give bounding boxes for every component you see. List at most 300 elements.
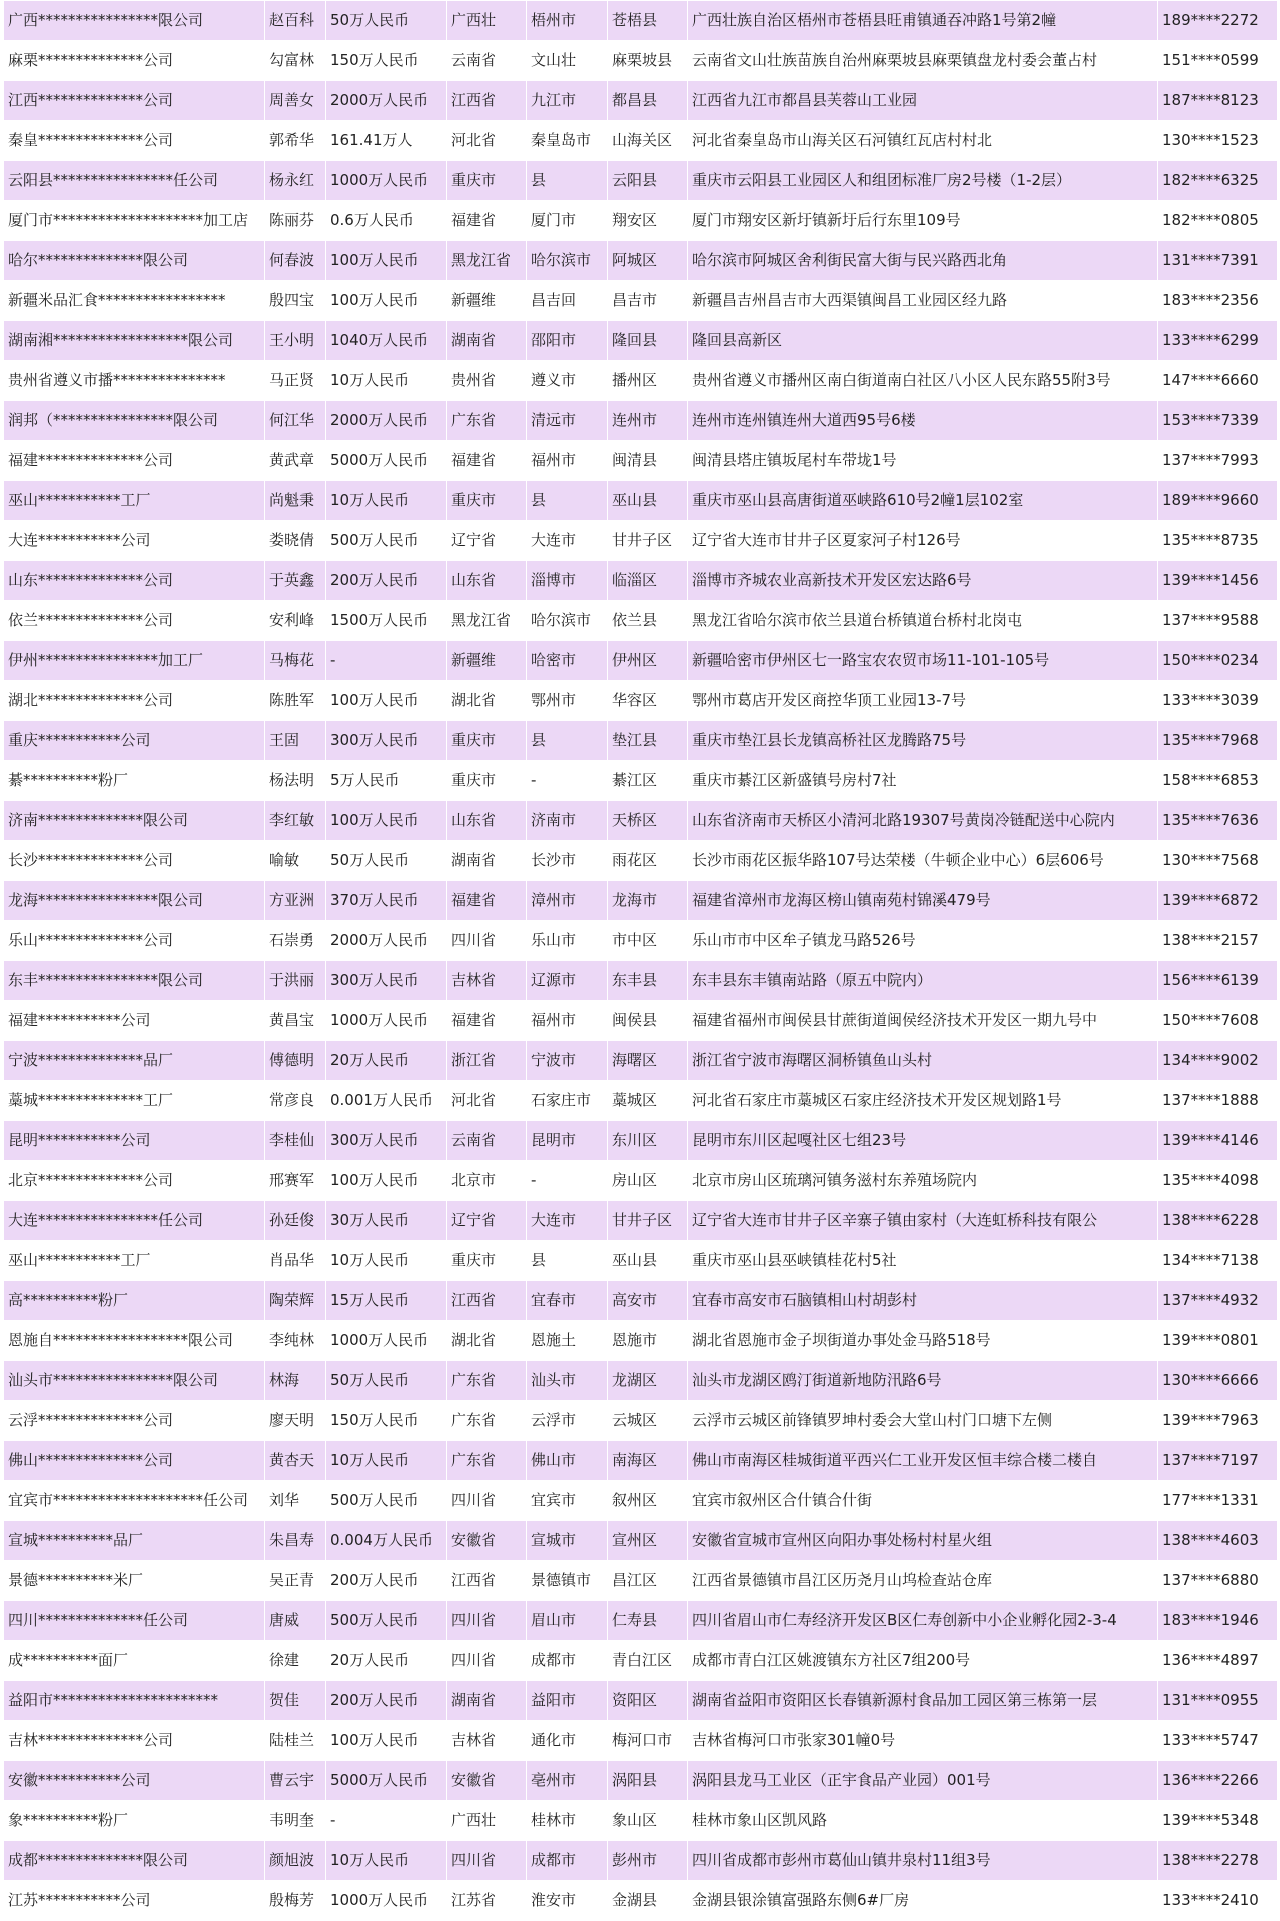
province-cell: 四川省 (447, 1481, 527, 1521)
capital-cell: 10万人民币 (326, 1241, 447, 1281)
province-cell: 安徽省 (447, 1521, 527, 1561)
legal-rep-cell: 于英鑫 (265, 561, 326, 601)
province-cell: 安徽省 (447, 1761, 527, 1801)
capital-cell: 10万人民币 (326, 1841, 447, 1881)
address-cell: 闽清县塔庄镇坂尾村车带垅1号 (688, 441, 1158, 481)
address-cell: 重庆市綦江区新盛镇号房村7社 (688, 761, 1158, 801)
address-cell: 哈尔滨市阿城区舍利街民富大街与民兴路西北角 (688, 241, 1158, 281)
table-row (4, 201, 1278, 241)
district-cell: 苍梧县 (608, 1, 688, 41)
company-name-cell: 新疆米品汇食***************** (4, 281, 265, 321)
table-row (4, 1161, 1278, 1201)
city-cell: 景德镇市 (527, 1561, 608, 1601)
province-cell: 福建省 (447, 441, 527, 481)
legal-rep-cell: 杨永红 (265, 161, 326, 201)
legal-rep-cell: 方亚洲 (265, 881, 326, 921)
city-cell: 清远市 (527, 401, 608, 441)
company-name-cell: 象**********粉厂 (4, 1801, 265, 1841)
address-cell: 贵州省遵义市播州区南白街道南白社区八小区人民东路55附3号 (688, 361, 1158, 401)
table-row (4, 1281, 1278, 1321)
address-cell: 隆回县高新区 (688, 321, 1158, 361)
city-cell: 济南市 (527, 801, 608, 841)
legal-rep-cell: 王固 (265, 721, 326, 761)
phone-cell: 137****7197 (1158, 1441, 1278, 1481)
district-cell: 麻栗坡县 (608, 41, 688, 81)
capital-cell: 161.41万人 (326, 121, 447, 161)
table-row (4, 1001, 1278, 1041)
legal-rep-cell: 周善女 (265, 81, 326, 121)
phone-cell: 130****7568 (1158, 841, 1278, 881)
legal-rep-cell: 徐建 (265, 1641, 326, 1681)
company-name-cell: 吉林**************公司 (4, 1721, 265, 1761)
company-name-cell: 湖南湘******************限公司 (4, 321, 265, 361)
company-name-cell: 福建**************公司 (4, 441, 265, 481)
table-row (4, 1201, 1278, 1241)
phone-cell: 136****2266 (1158, 1761, 1278, 1801)
legal-rep-cell: 贺佳 (265, 1681, 326, 1721)
company-name-cell: 伊州****************加工厂 (4, 641, 265, 681)
capital-cell: 10万人民币 (326, 361, 447, 401)
address-cell: 乐山市市中区牟子镇龙马路526号 (688, 921, 1158, 961)
district-cell: 山海关区 (608, 121, 688, 161)
legal-rep-cell: 李桂仙 (265, 1121, 326, 1161)
legal-rep-cell: 郭希华 (265, 121, 326, 161)
district-cell: 綦江区 (608, 761, 688, 801)
capital-cell: 150万人民币 (326, 1401, 447, 1441)
city-cell: 鄂州市 (527, 681, 608, 721)
district-cell: 播州区 (608, 361, 688, 401)
city-cell: 成都市 (527, 1641, 608, 1681)
legal-rep-cell: 黄杏天 (265, 1441, 326, 1481)
company-name-cell: 湖北**************公司 (4, 681, 265, 721)
district-cell: 甘井子区 (608, 521, 688, 561)
capital-cell: 0.6万人民币 (326, 201, 447, 241)
address-cell: 重庆市巫山县巫峡镇桂花村5社 (688, 1241, 1158, 1281)
capital-cell: 50万人民币 (326, 1, 447, 41)
capital-cell: 5万人民币 (326, 761, 447, 801)
address-cell: 辽宁省大连市甘井子区夏家河子村126号 (688, 521, 1158, 561)
legal-rep-cell: 曹云宇 (265, 1761, 326, 1801)
province-cell: 湖北省 (447, 1321, 527, 1361)
province-cell: 新疆维 (447, 281, 527, 321)
phone-cell: 139****4146 (1158, 1121, 1278, 1161)
district-cell: 巫山县 (608, 1241, 688, 1281)
province-cell: 山东省 (447, 561, 527, 601)
capital-cell: 1000万人民币 (326, 1321, 447, 1361)
company-name-cell: 广西****************限公司 (4, 1, 265, 41)
legal-rep-cell: 陈丽芬 (265, 201, 326, 241)
company-name-cell: 宜宾市********************任公司 (4, 1481, 265, 1521)
phone-cell: 130****6666 (1158, 1361, 1278, 1401)
legal-rep-cell: 陆桂兰 (265, 1721, 326, 1761)
phone-cell: 133****3039 (1158, 681, 1278, 721)
company-name-cell: 巫山***********工厂 (4, 1241, 265, 1281)
legal-rep-cell: 赵百科 (265, 1, 326, 41)
city-cell: 恩施土 (527, 1321, 608, 1361)
table-row (4, 521, 1278, 561)
phone-cell: 182****0805 (1158, 201, 1278, 241)
district-cell: 天桥区 (608, 801, 688, 841)
address-cell: 河北省秦皇岛市山海关区石河镇红瓦店村村北 (688, 121, 1158, 161)
company-name-cell: 汕头市****************限公司 (4, 1361, 265, 1401)
table-row (4, 681, 1278, 721)
address-cell: 昆明市东川区起嘎社区七组23号 (688, 1121, 1158, 1161)
company-name-cell: 成都**************限公司 (4, 1841, 265, 1881)
province-cell: 吉林省 (447, 1721, 527, 1761)
district-cell: 云城区 (608, 1401, 688, 1441)
phone-cell: 136****4897 (1158, 1641, 1278, 1681)
legal-rep-cell: 刘华 (265, 1481, 326, 1521)
city-cell: 昌吉回 (527, 281, 608, 321)
table-row (4, 1561, 1278, 1601)
legal-rep-cell: 林海 (265, 1361, 326, 1401)
city-cell: 宜春市 (527, 1281, 608, 1321)
address-cell: 辽宁省大连市甘井子区辛寨子镇由家村（大连虹桥科技有限公 (688, 1201, 1158, 1241)
district-cell: 市中区 (608, 921, 688, 961)
province-cell: 北京市 (447, 1161, 527, 1201)
company-name-cell: 麻栗**************公司 (4, 41, 265, 81)
legal-rep-cell: 殷四宝 (265, 281, 326, 321)
province-cell: 河北省 (447, 121, 527, 161)
province-cell: 湖南省 (447, 1681, 527, 1721)
table-row (4, 561, 1278, 601)
address-cell: 重庆市云阳县工业园区人和组团标准厂房2号楼（1-2层） (688, 161, 1158, 201)
address-cell: 吉林省梅河口市张家301幢0号 (688, 1721, 1158, 1761)
phone-cell: 187****8123 (1158, 81, 1278, 121)
table-row (4, 761, 1278, 801)
city-cell: 九江市 (527, 81, 608, 121)
phone-cell: 135****7636 (1158, 801, 1278, 841)
province-cell: 广东省 (447, 401, 527, 441)
legal-rep-cell: 傅德明 (265, 1041, 326, 1081)
province-cell: 湖南省 (447, 321, 527, 361)
capital-cell: 1000万人民币 (326, 161, 447, 201)
company-name-cell: 江苏***********公司 (4, 1881, 265, 1921)
phone-cell: 189****9660 (1158, 481, 1278, 521)
district-cell: 青白江区 (608, 1641, 688, 1681)
district-cell: 梅河口市 (608, 1721, 688, 1761)
table-row (4, 1321, 1278, 1361)
table-row (4, 321, 1278, 361)
legal-rep-cell: 颜旭波 (265, 1841, 326, 1881)
province-cell: 福建省 (447, 201, 527, 241)
address-cell: 浙江省宁波市海曙区洞桥镇鱼山头村 (688, 1041, 1158, 1081)
legal-rep-cell: 安利峰 (265, 601, 326, 641)
city-cell: 厦门市 (527, 201, 608, 241)
capital-cell: 100万人民币 (326, 1161, 447, 1201)
phone-cell: 137****6880 (1158, 1561, 1278, 1601)
table-row (4, 801, 1278, 841)
phone-cell: 137****4932 (1158, 1281, 1278, 1321)
legal-rep-cell: 肖品华 (265, 1241, 326, 1281)
city-cell: 眉山市 (527, 1601, 608, 1641)
city-cell: 淮安市 (527, 1881, 608, 1921)
district-cell: 闽侯县 (608, 1001, 688, 1041)
address-cell: 江西省景德镇市昌江区历尧月山坞检查站仓库 (688, 1561, 1158, 1601)
city-cell: 长沙市 (527, 841, 608, 881)
phone-cell: 139****7963 (1158, 1401, 1278, 1441)
capital-cell: 1000万人民币 (326, 1001, 447, 1041)
capital-cell: 30万人民币 (326, 1201, 447, 1241)
legal-rep-cell: 李纯林 (265, 1321, 326, 1361)
city-cell: 成都市 (527, 1841, 608, 1881)
phone-cell: 189****2272 (1158, 1, 1278, 41)
district-cell: 叙州区 (608, 1481, 688, 1521)
table-row (4, 281, 1278, 321)
province-cell: 广西壮 (447, 1, 527, 41)
phone-cell: 135****4098 (1158, 1161, 1278, 1201)
company-table (3, 0, 1278, 1921)
city-cell: 宣城市 (527, 1521, 608, 1561)
company-name-cell: 藁城**************工厂 (4, 1081, 265, 1121)
legal-rep-cell: 尚魁秉 (265, 481, 326, 521)
district-cell: 闽清县 (608, 441, 688, 481)
district-cell: 资阳区 (608, 1681, 688, 1721)
district-cell: 云阳县 (608, 161, 688, 201)
province-cell: 重庆市 (447, 721, 527, 761)
province-cell: 福建省 (447, 1001, 527, 1041)
table-row (4, 1481, 1278, 1521)
phone-cell: 182****6325 (1158, 161, 1278, 201)
table-row (4, 1081, 1278, 1121)
address-cell: 四川省成都市彭州市葛仙山镇井泉村11组3号 (688, 1841, 1158, 1881)
address-cell: 重庆市巫山县高唐街道巫峡路610号2幢1层102室 (688, 481, 1158, 521)
company-name-cell: 巫山***********工厂 (4, 481, 265, 521)
district-cell: 高安市 (608, 1281, 688, 1321)
district-cell: 宣州区 (608, 1521, 688, 1561)
address-cell: 北京市房山区琉璃河镇务滋村东养殖场院内 (688, 1161, 1158, 1201)
capital-cell: 10万人民币 (326, 481, 447, 521)
phone-cell: 133****6299 (1158, 321, 1278, 361)
capital-cell: 15万人民币 (326, 1281, 447, 1321)
company-name-cell: 昆明***********公司 (4, 1121, 265, 1161)
legal-rep-cell: 黄武章 (265, 441, 326, 481)
company-name-cell: 东丰****************限公司 (4, 961, 265, 1001)
address-cell: 黑龙江省哈尔滨市依兰县道台桥镇道台桥村北岗屯 (688, 601, 1158, 641)
city-cell: 佛山市 (527, 1441, 608, 1481)
district-cell: 彭州市 (608, 1841, 688, 1881)
capital-cell: 200万人民币 (326, 561, 447, 601)
table-row (4, 481, 1278, 521)
company-name-cell: 大连***********公司 (4, 521, 265, 561)
phone-cell: 130****1523 (1158, 121, 1278, 161)
city-cell: 遵义市 (527, 361, 608, 401)
address-cell: 云浮市云城区前锋镇罗坤村委会大堂山村门口塘下左侧 (688, 1401, 1158, 1441)
phone-cell: 131****0955 (1158, 1681, 1278, 1721)
table-row (4, 241, 1278, 281)
phone-cell: 158****6853 (1158, 761, 1278, 801)
company-name-cell: 福建***********公司 (4, 1001, 265, 1041)
legal-rep-cell: 邢赛军 (265, 1161, 326, 1201)
legal-rep-cell: 殷梅芳 (265, 1881, 326, 1921)
company-name-cell: 安徽***********公司 (4, 1761, 265, 1801)
legal-rep-cell: 黄昌宝 (265, 1001, 326, 1041)
province-cell: 辽宁省 (447, 521, 527, 561)
legal-rep-cell: 娄晓倩 (265, 521, 326, 561)
capital-cell: 50万人民币 (326, 1361, 447, 1401)
address-cell: 宜春市高安市石脑镇相山村胡彭村 (688, 1281, 1158, 1321)
address-cell: 安徽省宣城市宣州区向阳办事处杨村村星火组 (688, 1521, 1158, 1561)
district-cell: 临淄区 (608, 561, 688, 601)
province-cell: 重庆市 (447, 761, 527, 801)
table-row (4, 1041, 1278, 1081)
city-cell: 漳州市 (527, 881, 608, 921)
phone-cell: 150****7608 (1158, 1001, 1278, 1041)
province-cell: 广东省 (447, 1361, 527, 1401)
province-cell: 云南省 (447, 1121, 527, 1161)
company-name-cell: 江西**************公司 (4, 81, 265, 121)
table-row (4, 1521, 1278, 1561)
capital-cell: 500万人民币 (326, 521, 447, 561)
province-cell: 吉林省 (447, 961, 527, 1001)
province-cell: 四川省 (447, 1841, 527, 1881)
table-row (4, 641, 1278, 681)
address-cell: 鄂州市葛店开发区商控华顶工业园13-7号 (688, 681, 1158, 721)
province-cell: 贵州省 (447, 361, 527, 401)
city-cell: - (527, 1161, 608, 1201)
address-cell: 厦门市翔安区新圩镇新圩后行东里109号 (688, 201, 1158, 241)
phone-cell: 134****9002 (1158, 1041, 1278, 1081)
address-cell: 河北省石家庄市藁城区石家庄经济技术开发区规划路1号 (688, 1081, 1158, 1121)
table-row (4, 721, 1278, 761)
legal-rep-cell: 勾富林 (265, 41, 326, 81)
city-cell: 县 (527, 1241, 608, 1281)
district-cell: 伊州区 (608, 641, 688, 681)
capital-cell: 100万人民币 (326, 1721, 447, 1761)
address-cell: 宜宾市叙州区合什镇合什街 (688, 1481, 1158, 1521)
province-cell: 江苏省 (447, 1881, 527, 1921)
province-cell: 江西省 (447, 81, 527, 121)
address-cell: 新疆哈密市伊州区七一路宝农农贸市场11-101-105号 (688, 641, 1158, 681)
legal-rep-cell: 常彦良 (265, 1081, 326, 1121)
capital-cell: 100万人民币 (326, 801, 447, 841)
district-cell: 华容区 (608, 681, 688, 721)
capital-cell: 2000万人民币 (326, 401, 447, 441)
phone-cell: 183****2356 (1158, 281, 1278, 321)
capital-cell: 370万人民币 (326, 881, 447, 921)
table-row (4, 361, 1278, 401)
legal-rep-cell: 杨法明 (265, 761, 326, 801)
city-cell: 益阳市 (527, 1681, 608, 1721)
company-name-cell: 云阳县****************任公司 (4, 161, 265, 201)
table-row (4, 81, 1278, 121)
district-cell: 金湖县 (608, 1881, 688, 1921)
legal-rep-cell: 唐威 (265, 1601, 326, 1641)
district-cell: 象山区 (608, 1801, 688, 1841)
district-cell: 雨花区 (608, 841, 688, 881)
province-cell: 湖北省 (447, 681, 527, 721)
table-row (4, 961, 1278, 1001)
phone-cell: 134****7138 (1158, 1241, 1278, 1281)
phone-cell: 135****7968 (1158, 721, 1278, 761)
province-cell: 新疆维 (447, 641, 527, 681)
company-name-cell: 济南**************限公司 (4, 801, 265, 841)
legal-rep-cell: 陈胜军 (265, 681, 326, 721)
legal-rep-cell: 何江华 (265, 401, 326, 441)
province-cell: 黑龙江省 (447, 241, 527, 281)
legal-rep-cell: 王小明 (265, 321, 326, 361)
province-cell: 广东省 (447, 1401, 527, 1441)
city-cell: 福州市 (527, 441, 608, 481)
province-cell: 山东省 (447, 801, 527, 841)
phone-cell: 150****0234 (1158, 641, 1278, 681)
legal-rep-cell: 马梅花 (265, 641, 326, 681)
phone-cell: 151****0599 (1158, 41, 1278, 81)
table-row (4, 601, 1278, 641)
address-cell: 东丰县东丰镇南站路（原五中院内） (688, 961, 1158, 1001)
province-cell: 四川省 (447, 1641, 527, 1681)
province-cell: 浙江省 (447, 1041, 527, 1081)
capital-cell: 1000万人民币 (326, 1881, 447, 1921)
phone-cell: 135****8735 (1158, 521, 1278, 561)
address-cell: 佛山市南海区桂城街道平西兴仁工业开发区恒丰综合楼二楼自 (688, 1441, 1158, 1481)
phone-cell: 177****1331 (1158, 1481, 1278, 1521)
legal-rep-cell: 廖天明 (265, 1401, 326, 1441)
district-cell: 藁城区 (608, 1081, 688, 1121)
city-cell: 福州市 (527, 1001, 608, 1041)
province-cell: 江西省 (447, 1281, 527, 1321)
address-cell: 广西壮族自治区梧州市苍梧县旺甫镇通吞冲路1号第2幢 (688, 1, 1158, 41)
province-cell: 重庆市 (447, 481, 527, 521)
address-cell: 长沙市雨花区振华路107号达荣楼（牛顿企业中心）6层606号 (688, 841, 1158, 881)
legal-rep-cell: 何春波 (265, 241, 326, 281)
table-row (4, 1681, 1278, 1721)
company-name-cell: 高**********粉厂 (4, 1281, 265, 1321)
capital-cell: 1500万人民币 (326, 601, 447, 641)
legal-rep-cell: 喻敏 (265, 841, 326, 881)
capital-cell: 200万人民币 (326, 1561, 447, 1601)
city-cell: 石家庄市 (527, 1081, 608, 1121)
city-cell: 文山壮 (527, 41, 608, 81)
capital-cell: 500万人民币 (326, 1481, 447, 1521)
company-name-cell: 成**********面厂 (4, 1641, 265, 1681)
phone-cell: 138****2157 (1158, 921, 1278, 961)
province-cell: 广东省 (447, 1441, 527, 1481)
company-name-cell: 龙海****************限公司 (4, 881, 265, 921)
table-row (4, 401, 1278, 441)
company-name-cell: 恩施自******************限公司 (4, 1321, 265, 1361)
city-cell: 邵阳市 (527, 321, 608, 361)
city-cell: 桂林市 (527, 1801, 608, 1841)
address-cell: 桂林市象山区凯风路 (688, 1801, 1158, 1841)
capital-cell: 50万人民币 (326, 841, 447, 881)
city-cell: 大连市 (527, 521, 608, 561)
address-cell: 福建省福州市闽侯县甘蔗街道闽侯经济技术开发区一期九号中 (688, 1001, 1158, 1041)
table-row (4, 1801, 1278, 1841)
province-cell: 黑龙江省 (447, 601, 527, 641)
phone-cell: 133****2410 (1158, 1881, 1278, 1921)
company-name-cell: 北京**************公司 (4, 1161, 265, 1201)
phone-cell: 153****7339 (1158, 401, 1278, 441)
phone-cell: 156****6139 (1158, 961, 1278, 1001)
district-cell: 仁寿县 (608, 1601, 688, 1641)
table-row (4, 1121, 1278, 1161)
city-cell: - (527, 761, 608, 801)
table-row (4, 1361, 1278, 1401)
table-row (4, 1441, 1278, 1481)
table-row (4, 1721, 1278, 1761)
city-cell: 县 (527, 161, 608, 201)
district-cell: 垫江县 (608, 721, 688, 761)
province-cell: 广西壮 (447, 1801, 527, 1841)
company-name-cell: 润邦（****************限公司 (4, 401, 265, 441)
company-name-cell: 哈尔**************限公司 (4, 241, 265, 281)
city-cell: 乐山市 (527, 921, 608, 961)
company-name-cell: 长沙**************公司 (4, 841, 265, 881)
table-row (4, 1841, 1278, 1881)
capital-cell: 2000万人民币 (326, 921, 447, 961)
company-name-cell: 綦**********粉厂 (4, 761, 265, 801)
